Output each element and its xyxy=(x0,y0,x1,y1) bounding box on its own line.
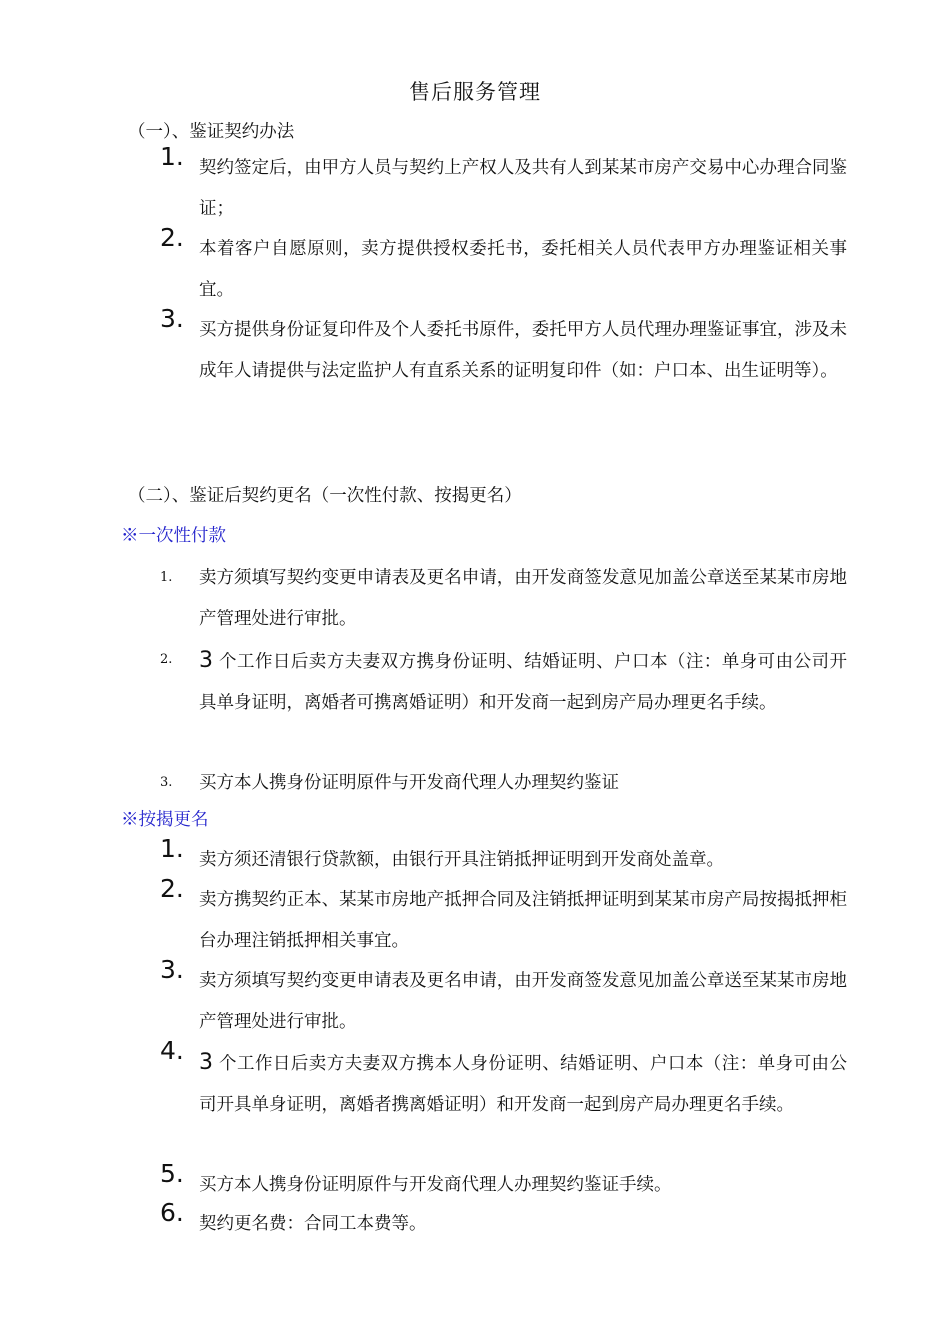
list-item xyxy=(160,834,860,881)
list-item xyxy=(160,1198,860,1245)
list-number: 1. xyxy=(160,834,184,863)
list-item-text: 卖方携契约正本、某某市房地产抵押合同及注销抵押证明到某某市房产局按揭抵押柜台办理注销抵押相关事宜。 xyxy=(199,890,847,951)
list-number: 4. xyxy=(160,1036,184,1065)
list-number: 2. xyxy=(160,223,184,252)
list-number: 6. xyxy=(160,1198,184,1227)
list-item-text: 买方本人携身份证明原件与开发商代理人办理契约鉴证手续。 xyxy=(199,1175,672,1195)
list-number: 2. xyxy=(160,874,184,903)
list-item-text: 契约签定后，由甲方人员与契约上产权人及共有人到某某市房产交易中心办理合同鉴证； xyxy=(199,158,847,219)
section-heading-verification: （一）、鉴证契约办法 xyxy=(128,122,295,142)
list-item-text: 买方本人携身份证明原件与开发商代理人办理契约鉴证 xyxy=(199,773,619,793)
list-item xyxy=(160,955,860,1043)
subsection-heading-lump-sum: ※一次性付款 xyxy=(121,526,226,546)
list-item-text: 契约更名费：合同工本费等。 xyxy=(199,1214,427,1234)
list-item xyxy=(160,1159,860,1206)
list-item-text xyxy=(199,1042,847,1126)
list-number: 3. xyxy=(160,775,173,790)
list-item-lead-number: 3 xyxy=(199,648,213,673)
list-item-text: 卖方须填写契约变更申请表及更名申请，由开发商签发意见加盖公章送至某某市房地产管理处进行审批。 xyxy=(199,971,847,1032)
list-item xyxy=(160,304,860,392)
list-item-text xyxy=(199,640,847,724)
list-item xyxy=(160,763,860,804)
list-item xyxy=(160,640,860,724)
list-number: 3. xyxy=(160,955,184,984)
list-number: 1. xyxy=(160,142,184,171)
list-item-text: 本着客户自愿原则，卖方提供授权委托书，委托相关人员代表甲方办理鉴证相关事宜。 xyxy=(199,239,847,300)
list-item xyxy=(160,223,860,311)
list-item-body: 个工作日后卖方夫妻双方携本人身份证明、结婚证明、户口本（注：单身可由公司开具单身证明，离婚者携离婚证明）和开发商一起到房产局办理更名手续。 xyxy=(199,1054,847,1115)
list-item-text: 买方提供身份证复印件及个人委托书原件，委托甲方人员代理办理鉴证事宜，涉及未成年人请提供与法定监护人有直系关系的证明复印件（如：户口本、出生证明等）。 xyxy=(199,320,847,381)
list-item xyxy=(160,142,860,230)
list-item xyxy=(160,558,860,640)
list-item-body: 个工作日后卖方夫妻双方携身份证明、结婚证明、户口本（注：单身可由公司开具单身证明，离婚者可携离婚证明）和开发商一起到房产局办理更名手续。 xyxy=(199,652,847,713)
list-number: 5. xyxy=(160,1159,184,1188)
list-number: 2. xyxy=(160,652,173,667)
list-item xyxy=(160,1036,860,1126)
list-number: 3. xyxy=(160,304,184,333)
subsection-heading-mortgage: ※按揭更名 xyxy=(121,810,209,830)
list-item-lead-number: 3 xyxy=(199,1050,213,1075)
list-item xyxy=(160,874,860,962)
list-item-text: 卖方须填写契约变更申请表及更名申请，由开发商签发意见加盖公章送至某某市房地产管理处进行审批。 xyxy=(199,568,847,629)
page-title: 售后服务管理 xyxy=(409,80,541,104)
list-item-text: 卖方须还清银行贷款额，由银行开具注销抵押证明到开发商处盖章。 xyxy=(199,850,724,870)
list-number: 1. xyxy=(160,570,173,585)
section-heading-rename: （二）、鉴证后契约更名（一次性付款、按揭更名） xyxy=(128,486,522,506)
